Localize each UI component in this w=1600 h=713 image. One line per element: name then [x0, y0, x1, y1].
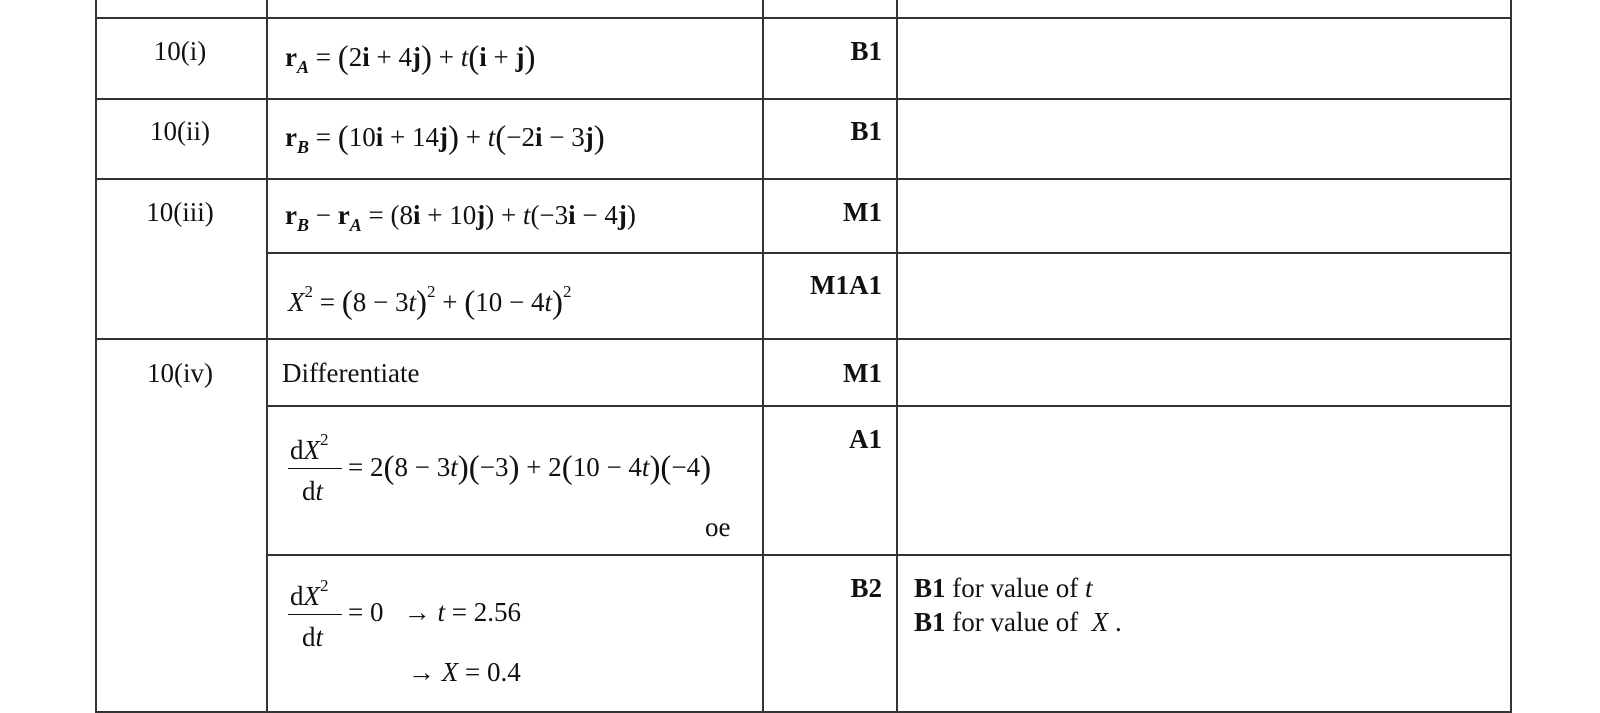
- row-divider: [95, 711, 1512, 713]
- row-divider: [266, 554, 1512, 556]
- mark: B1: [850, 36, 882, 66]
- mark: A1: [849, 424, 882, 454]
- row-divider: [266, 405, 1512, 407]
- mark: M1: [843, 358, 882, 388]
- table-border-right: [1510, 0, 1512, 713]
- question-number: 10(i): [153, 36, 207, 66]
- answer-expression: = 2(8 − 3t)(−3) + 2(10 − 4t)(−4): [348, 450, 712, 486]
- answer-text: Differentiate: [282, 358, 420, 388]
- mark: B2: [850, 573, 882, 603]
- guidance-line: B1 for value of t: [914, 573, 1093, 603]
- column-divider: [762, 0, 764, 713]
- mark: M1: [843, 197, 882, 227]
- question-number: 10(ii): [150, 116, 210, 146]
- question-number: 10(iii): [146, 197, 214, 227]
- mark: M1A1: [810, 270, 882, 300]
- answer-expression: $r_B - r_A = (8i + 10j) + t(-3i - 4j)$: [285, 200, 636, 235]
- table-border-left: [95, 0, 97, 713]
- mark: B1: [850, 116, 882, 146]
- row-divider: [95, 338, 1512, 340]
- row-divider: [266, 252, 1512, 254]
- column-divider: [266, 0, 268, 713]
- row-divider: [95, 17, 1512, 19]
- oe-note: oe: [705, 512, 731, 542]
- row-divider: [95, 98, 1512, 100]
- answer-expression: → X = 0.4: [408, 657, 521, 687]
- question-number: 10(iv): [147, 358, 213, 388]
- answer-expression: $r_B = (10i + 14j) + t(-2i - 3j)$: [285, 120, 605, 157]
- column-divider: [896, 0, 898, 713]
- row-divider: [95, 178, 1512, 180]
- answer-expression: $X^2 = (8 - 3t)^2 + (10 - 4t)^2$: [288, 282, 572, 321]
- answer-expression: $r_A = (2i + 4j) + t(i + j)$: [285, 40, 536, 77]
- guidance-line: B1 for value of X .: [914, 607, 1122, 637]
- answer-expression: = 0 → t = 2.56: [348, 597, 521, 627]
